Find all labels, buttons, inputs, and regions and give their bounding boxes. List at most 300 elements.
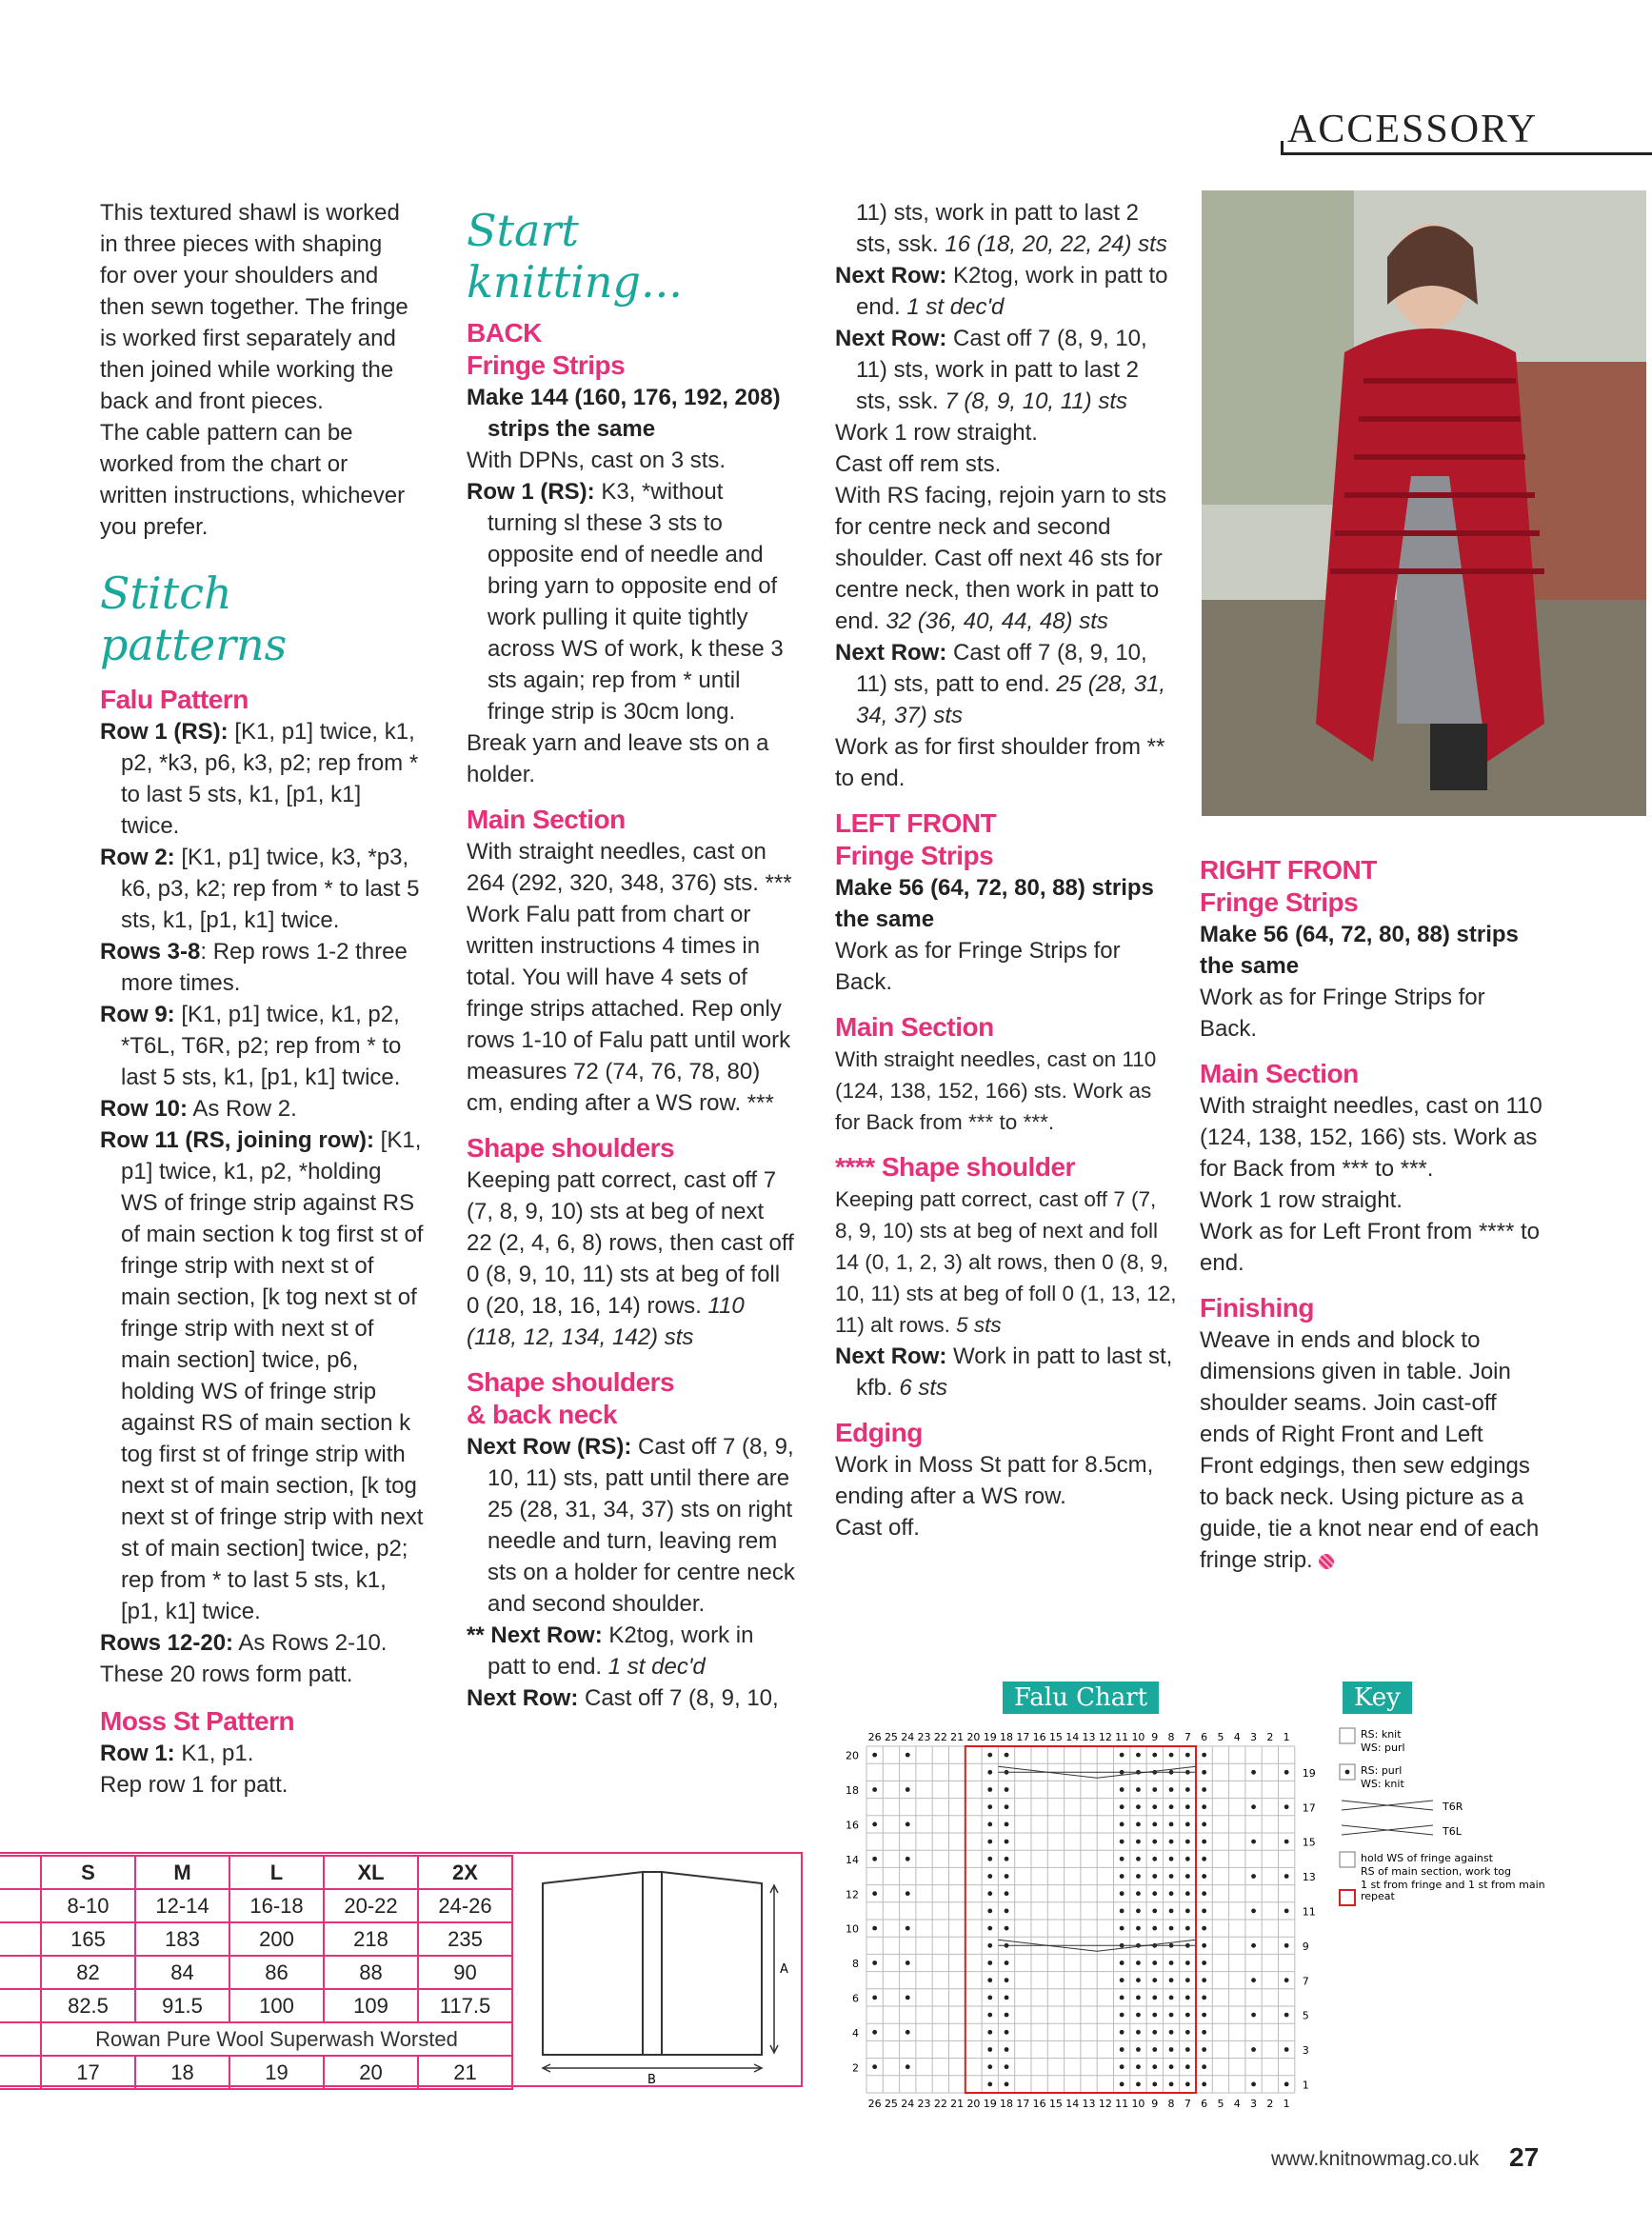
chart-row-number-left: 18 xyxy=(846,1784,859,1798)
intro-line: written instructions, whichever xyxy=(100,483,406,508)
chart-col-number-bottom: 23 xyxy=(917,2098,931,2110)
start-knitting-heading: Start knitting... xyxy=(467,205,683,308)
chart-purl-dot xyxy=(1005,1804,1009,1809)
chart-purl-dot xyxy=(1284,1874,1289,1879)
moss-pattern-heading: Moss St Pattern xyxy=(100,1706,295,1736)
chart-purl-dot xyxy=(1169,1753,1174,1758)
chart-purl-dot xyxy=(1202,1943,1206,1948)
model-photo xyxy=(1202,190,1646,816)
chart-row-number-right: 3 xyxy=(1302,2044,1309,2058)
column-3 xyxy=(835,197,1178,1543)
chart-purl-dot xyxy=(1120,1996,1125,2000)
sizes-cell: 218 xyxy=(324,1922,418,1956)
chart-col-number-top: 20 xyxy=(966,1731,981,1743)
chart-purl-dot xyxy=(1005,2030,1009,2035)
chart-purl-dot xyxy=(1202,2064,1206,2069)
chart-col-number-bottom: 18 xyxy=(1000,2098,1014,2110)
falu-row: Row 9: [K1, p1] twice, k1, p2, *T6L, T6R, p2; rep from * to last 5 sts, k1, [p1, k1] twice. xyxy=(100,1002,402,1090)
intro-line: This textured shawl is worked xyxy=(100,200,400,226)
edging-text: Work in Moss St patt for 8.5cm, ending after a WS row. xyxy=(835,1452,1154,1509)
sizes-row xyxy=(0,1922,512,1956)
chart-row-number-right: 1 xyxy=(1302,2079,1309,2092)
chart-purl-dot xyxy=(987,1804,992,1809)
left-front-main-heading: Main Section xyxy=(835,1012,994,1042)
chart-purl-dot xyxy=(1202,1804,1206,1809)
chart-purl-dot xyxy=(906,1996,910,2000)
chart-purl-dot xyxy=(1005,1840,1009,1844)
chart-purl-dot xyxy=(1169,2047,1174,2052)
yarn-ball-icon xyxy=(1319,1554,1334,1569)
chart-purl-dot xyxy=(1136,1874,1141,1879)
chart-col-number-top: 19 xyxy=(983,1731,997,1743)
chart-purl-dot xyxy=(1120,1960,1125,1965)
chart-purl-dot xyxy=(1251,2047,1256,2052)
dec-row-1: Next Row: K2tog, work in patt to end. 1 st dec'd xyxy=(835,263,1168,320)
chart-purl-dot xyxy=(872,1753,877,1758)
back-make: Make 144 (160, 176, 192, 208) strips the same xyxy=(467,385,781,442)
edging-heading: Edging xyxy=(835,1418,923,1447)
chart-purl-dot xyxy=(1185,1840,1190,1844)
column-1 xyxy=(100,197,424,1801)
chart-row-number-right: 7 xyxy=(1302,1975,1309,1988)
key-label: T6L xyxy=(1443,1825,1462,1838)
chart-purl-dot xyxy=(872,1926,877,1931)
chart-purl-dot xyxy=(1284,2047,1289,2052)
chart-purl-dot xyxy=(1005,2082,1009,2087)
left-front-main-text: With straight needles, cast on 110 (124, 138, 152, 166) sts. Work as for Back from *** to ***. xyxy=(835,1047,1157,1134)
chart-purl-dot xyxy=(872,1822,877,1827)
chart-col-number-top: 1 xyxy=(1283,1731,1290,1743)
chart-purl-dot xyxy=(1169,1909,1174,1914)
chart-purl-dot xyxy=(1202,1874,1206,1879)
shape-shoulders-text: Keeping patt correct, cast off 7 (7, 8, 9, 10) sts at beg of next 22 (2, 4, 6, 8) rows, then cast off 0 (8, 9, 10, 11) sts at beg of foll 0 (20, 18, 16, 14) rows. 110 (118, 12, 134, 142) sts xyxy=(467,1167,794,1350)
chart-purl-dot xyxy=(1185,1926,1190,1931)
key-title: Key xyxy=(1343,1682,1412,1714)
chart-col-number-top: 6 xyxy=(1201,1731,1208,1743)
chart-purl-dot xyxy=(1185,1909,1190,1914)
chart-purl-dot xyxy=(1185,1874,1190,1879)
chart-row-number-left: 16 xyxy=(846,1819,859,1832)
intro-line: then joined while working the xyxy=(100,357,394,383)
chart-purl-dot xyxy=(1284,1840,1289,1844)
sizes-cell: 24-26 xyxy=(418,1889,512,1922)
right-front-as: Work as for Left Front from **** to end. xyxy=(1200,1219,1541,1276)
chart-col-number-bottom: 16 xyxy=(1032,2098,1046,2110)
left-front-work: Work as for Fringe Strips for Back. xyxy=(835,938,1121,995)
chart-purl-dot xyxy=(1251,1978,1256,1982)
falu-row: Row 11 (RS, joining row): [K1, p1] twice, k1, p2, *holding WS of fringe strip against RS of main section k tog first st of fringe strip with next st of main section, [k tog next st of fringe strip with next st of main section] twice, p6, holding WS of fringe strip against RS of main section k tog first st of fringe strip with next st of main section, [k tog next st of fringe strip with next st of main section] twice, p2; rep from * to last 5 sts, k1, [p1, k1] twice. xyxy=(100,1127,424,1624)
key-label: RS: knit xyxy=(1361,1728,1402,1741)
chart-col-number-bottom: 5 xyxy=(1217,2098,1224,2110)
right-front-straight: Work 1 row straight. xyxy=(1200,1187,1403,1213)
chart-purl-dot xyxy=(1185,2064,1190,2069)
chart-purl-dot xyxy=(987,2047,992,2052)
chart-purl-dot xyxy=(987,1770,992,1775)
chart-purl-dot xyxy=(1120,2013,1125,2018)
chart-purl-dot xyxy=(1169,1822,1174,1827)
chart-col-number-bottom: 13 xyxy=(1082,2098,1096,2110)
chart-purl-dot xyxy=(1202,1960,1206,1965)
neck-row-1: Next Row (RS): Cast off 7 (8, 9, 10, 11) sts, patt until there are 25 (28, 31, 34, 37) sts on right needle and turn, leaving rem sts on a holder for centre neck and second shoulder. xyxy=(467,1434,795,1617)
edging-cast-off: Cast off. xyxy=(835,1515,920,1541)
chart-purl-dot xyxy=(987,1926,992,1931)
footer-url: www.knitnowmag.co.uk xyxy=(1271,2148,1480,2170)
chart-col-number-bottom: 19 xyxy=(983,2098,997,2110)
moss-end: Rep row 1 for patt. xyxy=(100,1772,289,1798)
chart-row-number-left: 6 xyxy=(852,1992,859,2005)
back-break: Break yarn and leave sts on a holder. xyxy=(467,730,769,787)
chart-row-number-right: 19 xyxy=(1302,1766,1316,1780)
chart-col-number-bottom: 20 xyxy=(966,2098,981,2110)
page-number: 27 xyxy=(1509,2142,1540,2172)
chart-col-number-bottom: 26 xyxy=(867,2098,882,2110)
falu-row: Rows 3-8: Rep rows 1-2 three more times. xyxy=(100,939,408,996)
chart-purl-dot xyxy=(906,2064,910,2069)
stitch-patterns-heading: Stitch patterns xyxy=(100,567,288,670)
chart-purl-dot xyxy=(1005,1909,1009,1914)
falu-chart-title: Falu Chart xyxy=(1003,1682,1159,1714)
chart-purl-dot xyxy=(1120,1891,1125,1896)
chart-purl-dot xyxy=(1202,1891,1206,1896)
chart-purl-dot xyxy=(1005,1787,1009,1792)
chart-col-number-top: 4 xyxy=(1233,1731,1241,1743)
chart-col-number-top: 15 xyxy=(1048,1731,1063,1743)
chart-col-number-top: 14 xyxy=(1065,1731,1080,1743)
chart-purl-dot xyxy=(1152,1857,1157,1861)
schematic-label-b: B xyxy=(647,2073,656,2083)
sizes-cell: 21 xyxy=(418,2056,512,2089)
chart-purl-dot xyxy=(1202,1857,1206,1861)
rejoin-text: With RS facing, rejoin yarn to sts for centre neck and second shoulder. Cast off next 46 sts for centre neck, then work in patt to end. 32 (36, 40, 44, 48) sts xyxy=(835,483,1167,634)
chart-purl-dot xyxy=(1152,1840,1157,1844)
chart-purl-dot xyxy=(1284,2082,1289,2087)
chart-purl-dot xyxy=(1136,2064,1141,2069)
chart-purl-dot xyxy=(1152,1926,1157,1931)
chart-purl-dot xyxy=(1202,2030,1206,2035)
left-front-shape-text: Keeping patt correct, cast off 7 (7, 8, 9, 10) sts at beg of next and foll 14 (0, 1, 2, 3) alt rows, then 0 (8, 9, 10, 11) sts at beg of foll 0 (1, 13, 12, 11) alt rows. 5 sts xyxy=(835,1187,1177,1337)
chart-col-number-bottom: 8 xyxy=(1167,2098,1175,2110)
falu-row: Row 1 (RS): [K1, p1] twice, k1, p2, *k3, p6, k3, p2; rep from * to last 5 sts, k1, [p1, k1] twice. xyxy=(100,719,419,839)
chart-purl-dot xyxy=(906,1753,910,1758)
chart-purl-dot xyxy=(1202,1753,1206,1758)
header-rule xyxy=(1281,152,1652,155)
chart-col-number-bottom: 25 xyxy=(884,2098,898,2110)
chart-purl-dot xyxy=(1136,1909,1141,1914)
chart-purl-dot xyxy=(1251,2082,1256,2087)
chart-purl-dot xyxy=(906,1857,910,1861)
sizes-cell: 165 xyxy=(41,1922,135,1956)
chart-purl-dot xyxy=(1005,2064,1009,2069)
chart-purl-dot xyxy=(1185,1804,1190,1809)
falu-end: These 20 rows form patt. xyxy=(100,1662,353,1687)
chart-purl-dot xyxy=(1152,1874,1157,1879)
shape-shoulders-heading: Shape shoulders xyxy=(467,1133,675,1163)
chart-col-number-top: 17 xyxy=(1016,1731,1030,1743)
chart-purl-dot xyxy=(1251,1840,1256,1844)
chart-purl-dot xyxy=(1005,1874,1009,1879)
chart-purl-dot xyxy=(1169,1787,1174,1792)
straight-row: Work 1 row straight. xyxy=(835,420,1038,446)
chart-purl-dot xyxy=(906,1787,910,1792)
sizes-cell: XL xyxy=(324,1856,418,1889)
key-label: RS of main section, work tog xyxy=(1361,1865,1511,1878)
sizes-cell: 18 xyxy=(135,2056,229,2089)
chart-purl-dot xyxy=(1284,1943,1289,1948)
chart-purl-dot xyxy=(1185,1996,1190,2000)
chart-purl-dot xyxy=(1169,1857,1174,1861)
chart-purl-dot xyxy=(1005,2013,1009,2018)
chart-purl-dot xyxy=(1152,2047,1157,2052)
back-fringe-heading: Fringe Strips xyxy=(467,350,626,380)
chart-purl-dot xyxy=(1120,2047,1125,2052)
sizes-cell: 183 xyxy=(135,1922,229,1956)
right-front-heading: RIGHT FRONT xyxy=(1200,855,1377,885)
sizes-cell: 91.5 xyxy=(135,1989,229,2022)
chart-col-number-top: 2 xyxy=(1266,1731,1274,1743)
chart-purl-dot xyxy=(1136,1840,1141,1844)
chart-purl-dot xyxy=(1005,1996,1009,2000)
chart-purl-dot xyxy=(987,1753,992,1758)
left-front-next-row: Next Row: Work in patt to last st, kfb. 6 sts xyxy=(835,1343,1173,1401)
chart-purl-dot xyxy=(1185,1891,1190,1896)
sizes-row xyxy=(0,1989,512,2022)
chart-purl-dot xyxy=(1251,1909,1256,1914)
column-4 xyxy=(1200,854,1543,1576)
falu-chart xyxy=(828,1714,1343,2133)
key-cable-symbol xyxy=(1342,1801,1433,1810)
chart-purl-dot xyxy=(987,1909,992,1914)
chart-purl-dot xyxy=(872,1787,877,1792)
shape-neck-heading-1: Shape shoulders xyxy=(467,1367,675,1397)
sizes-cell: 84 xyxy=(135,1956,229,1989)
neck-row-3: Next Row: Cast off 7 (8, 9, 10, xyxy=(467,1685,779,1711)
chart-col-number-bottom: 24 xyxy=(901,2098,915,2110)
chart-purl-dot xyxy=(1120,1857,1125,1861)
chart-col-number-bottom: 10 xyxy=(1131,2098,1145,2110)
sizes-row xyxy=(0,1956,512,1989)
sizes-cell: 12-14 xyxy=(135,1889,229,1922)
chart-col-number-bottom: 15 xyxy=(1048,2098,1063,2110)
chart-purl-dot xyxy=(1005,1857,1009,1861)
chart-col-number-bottom: 3 xyxy=(1250,2098,1258,2110)
chart-purl-dot xyxy=(1120,1874,1125,1879)
chart-row-number-left: 2 xyxy=(852,2061,859,2075)
chart-col-number-top: 22 xyxy=(933,1731,947,1743)
chart-purl-dot xyxy=(1136,1960,1141,1965)
chart-purl-dot xyxy=(1169,1978,1174,1982)
chart-purl-dot xyxy=(1152,2082,1157,2087)
key-cable-symbol xyxy=(1342,1825,1433,1835)
chart-purl-dot xyxy=(1202,1822,1206,1827)
column-2 xyxy=(467,197,795,1714)
falu-row: Row 2: [K1, p1] twice, k3, *p3, k6, p3, k2; rep from * to last 5 sts, k1, [p1, k1] twice. xyxy=(100,845,420,933)
intro-line: back and front pieces. xyxy=(100,388,324,414)
sizes-cell: L xyxy=(229,1856,324,1889)
sizes-cell: M xyxy=(135,1856,229,1889)
chart-purl-dot xyxy=(1136,2013,1141,2018)
chart-row-number-right: 17 xyxy=(1302,1801,1316,1815)
chart-purl-dot xyxy=(1120,1787,1125,1792)
chart-purl-dot xyxy=(1120,2030,1125,2035)
finishing-heading: Finishing xyxy=(1200,1293,1314,1323)
chart-purl-dot xyxy=(872,1996,877,2000)
sizes-cell: 86 xyxy=(229,1956,324,1989)
chart-purl-dot xyxy=(1202,1996,1206,2000)
chart-purl-dot xyxy=(987,1857,992,1861)
chart-purl-dot xyxy=(1136,1804,1141,1809)
dec-row-2: Next Row: Cast off 7 (8, 9, 10, 11) sts, work in patt to last 2 sts, ssk. 7 (8, 9, 10, 11) sts xyxy=(835,326,1147,414)
sizes-cell: 8-10 xyxy=(41,1889,135,1922)
key-label: 1 st from fringe and 1 st from main xyxy=(1361,1879,1545,1891)
chart-purl-dot xyxy=(906,1822,910,1827)
chart-col-number-top: 18 xyxy=(1000,1731,1014,1743)
chart-col-number-top: 24 xyxy=(901,1731,915,1743)
chart-purl-dot xyxy=(1185,2013,1190,2018)
left-front-heading: LEFT FRONT xyxy=(835,808,997,838)
intro-line: for over your shoulders and xyxy=(100,263,379,289)
chart-purl-dot xyxy=(872,2030,877,2035)
falu-row: Row 10: As Row 2. xyxy=(100,1096,297,1122)
chart-purl-dot xyxy=(906,1891,910,1896)
right-front-main-text: With straight needles, cast on 110 (124, 138, 152, 166) sts. Work as for Back from *** to ***. xyxy=(1200,1093,1543,1182)
chart-purl-dot xyxy=(1136,1822,1141,1827)
chart-purl-dot xyxy=(1185,1787,1190,1792)
chart-col-number-bottom: 14 xyxy=(1065,2098,1080,2110)
chart-purl-dot xyxy=(987,2064,992,2069)
chart-row-number-left: 20 xyxy=(846,1749,859,1762)
chart-col-number-bottom: 17 xyxy=(1016,2098,1030,2110)
key-swatch xyxy=(1340,1852,1355,1867)
chart-purl-dot xyxy=(1136,1857,1141,1861)
chart-purl-dot xyxy=(1284,1770,1289,1775)
chart-col-number-top: 16 xyxy=(1032,1731,1046,1743)
chart-purl-dot xyxy=(1169,2013,1174,2018)
chart-purl-dot xyxy=(987,2082,992,2087)
chart-row-number-left: 14 xyxy=(846,1853,859,1866)
chart-purl-dot xyxy=(1169,1804,1174,1809)
chart-purl-dot xyxy=(1120,1978,1125,1982)
chart-purl-dot xyxy=(1185,2030,1190,2035)
left-front-make: Make 56 (64, 72, 80, 88) strips the same xyxy=(835,875,1154,932)
sizes-row xyxy=(0,2056,512,2089)
chart-purl-dot xyxy=(1202,1770,1206,1775)
left-front-fringe-heading: Fringe Strips xyxy=(835,841,994,870)
chart-purl-dot xyxy=(1120,1909,1125,1914)
chart-purl-dot xyxy=(1136,2030,1141,2035)
chart-row-number-right: 15 xyxy=(1302,1836,1316,1849)
chart-purl-dot xyxy=(1152,1804,1157,1809)
shape-neck-heading-2: & back neck xyxy=(467,1400,617,1429)
chart-col-number-top: 11 xyxy=(1115,1731,1129,1743)
falu-pattern-heading: Falu Pattern xyxy=(100,685,249,714)
chart-purl-dot xyxy=(1169,1960,1174,1965)
chart-purl-dot xyxy=(1185,2047,1190,2052)
chart-purl-dot xyxy=(1169,1926,1174,1931)
chart-purl-dot xyxy=(1120,1804,1125,1809)
chart-purl-dot xyxy=(1005,1926,1009,1931)
falu-row: Rows 12-20: As Rows 2-10. xyxy=(100,1630,388,1656)
sizes-cell: 100 xyxy=(229,1989,324,2022)
back-heading: BACK xyxy=(467,318,542,348)
chart-purl-dot xyxy=(1005,1891,1009,1896)
chart-purl-dot xyxy=(987,1840,992,1844)
chart-purl-dot xyxy=(1251,1804,1256,1809)
right-front-make: Make 56 (64, 72, 80, 88) strips the same xyxy=(1200,922,1519,979)
chart-row-number-left: 4 xyxy=(852,2026,859,2040)
chart-col-number-top: 12 xyxy=(1098,1731,1112,1743)
chart-purl-dot xyxy=(1120,1753,1125,1758)
chart-col-number-bottom: 22 xyxy=(933,2098,947,2110)
right-front-main-heading: Main Section xyxy=(1200,1059,1359,1088)
chart-purl-dot xyxy=(1185,1822,1190,1827)
key-label: hold WS of fringe against xyxy=(1361,1852,1493,1864)
chart-row-number-right: 11 xyxy=(1302,1905,1316,1919)
chart-purl-dot xyxy=(1136,1891,1141,1896)
key-label: T6R xyxy=(1443,1801,1463,1813)
chart-col-number-top: 9 xyxy=(1151,1731,1159,1743)
intro-line: you prefer. xyxy=(100,514,209,540)
right-front-fringe-heading: Fringe Strips xyxy=(1200,887,1359,917)
chart-purl-dot xyxy=(1152,1960,1157,1965)
intro-line: then sewn together. The fringe xyxy=(100,294,408,320)
key-label: WS: purl xyxy=(1361,1741,1405,1754)
chart-purl-dot xyxy=(1185,1857,1190,1861)
chart-purl-dot xyxy=(987,1978,992,1982)
chart-purl-dot xyxy=(1202,2082,1206,2087)
chart-purl-dot xyxy=(1251,1770,1256,1775)
chart-col-number-top: 25 xyxy=(884,1731,898,1743)
chart-col-number-top: 26 xyxy=(867,1731,882,1743)
intro-line: is worked first separately and xyxy=(100,326,396,351)
sizes-cell: 82 xyxy=(41,1956,135,1989)
sizes-cell: 19 xyxy=(229,2056,324,2089)
chart-purl-dot xyxy=(987,1943,992,1948)
chart-col-number-bottom: 4 xyxy=(1233,2098,1241,2110)
chart-purl-dot xyxy=(1284,1978,1289,1982)
chart-purl-dot xyxy=(1284,2013,1289,2018)
sizes-cell: 82.5 xyxy=(41,1989,135,2022)
back-dpn: With DPNs, cast on 3 sts. xyxy=(467,448,726,473)
chart-purl-dot xyxy=(1152,1753,1157,1758)
sizes-cell: 109 xyxy=(324,1989,418,2022)
neck-row-3-cont: 11) sts, work in patt to last 2 sts, ssk. 16 (18, 20, 22, 24) sts xyxy=(856,200,1167,257)
sizes-cell: 20 xyxy=(324,2056,418,2089)
chart-purl-dot xyxy=(987,1891,992,1896)
chart-purl-dot xyxy=(1120,2064,1125,2069)
chart-purl-dot xyxy=(1005,1960,1009,1965)
chart-purl-dot xyxy=(1005,2047,1009,2052)
moss-row-1: Row 1: K1, p1. xyxy=(100,1741,254,1766)
chart-purl-dot xyxy=(1169,1874,1174,1879)
chart-purl-dot xyxy=(1005,1822,1009,1827)
chart-col-number-top: 23 xyxy=(917,1731,931,1743)
shawl-schematic xyxy=(505,1864,790,2083)
sizes-cell: 20-22 xyxy=(324,1889,418,1922)
sizes-row xyxy=(0,1889,512,1922)
chart-purl-dot xyxy=(1202,2047,1206,2052)
chart-purl-dot xyxy=(1202,1787,1206,1792)
chart-purl-dot xyxy=(1202,1840,1206,1844)
chart-purl-dot xyxy=(906,1960,910,1965)
sizes-cell: 117.5 xyxy=(418,1989,512,2022)
chart-col-number-bottom: 9 xyxy=(1151,2098,1159,2110)
chart-purl-dot xyxy=(987,1822,992,1827)
sizes-row xyxy=(0,2022,512,2056)
chart-col-number-top: 5 xyxy=(1217,1731,1224,1743)
chart-purl-dot xyxy=(1120,1822,1125,1827)
chart-purl-dot xyxy=(1185,1753,1190,1758)
chart-row-number-left: 12 xyxy=(846,1888,859,1901)
